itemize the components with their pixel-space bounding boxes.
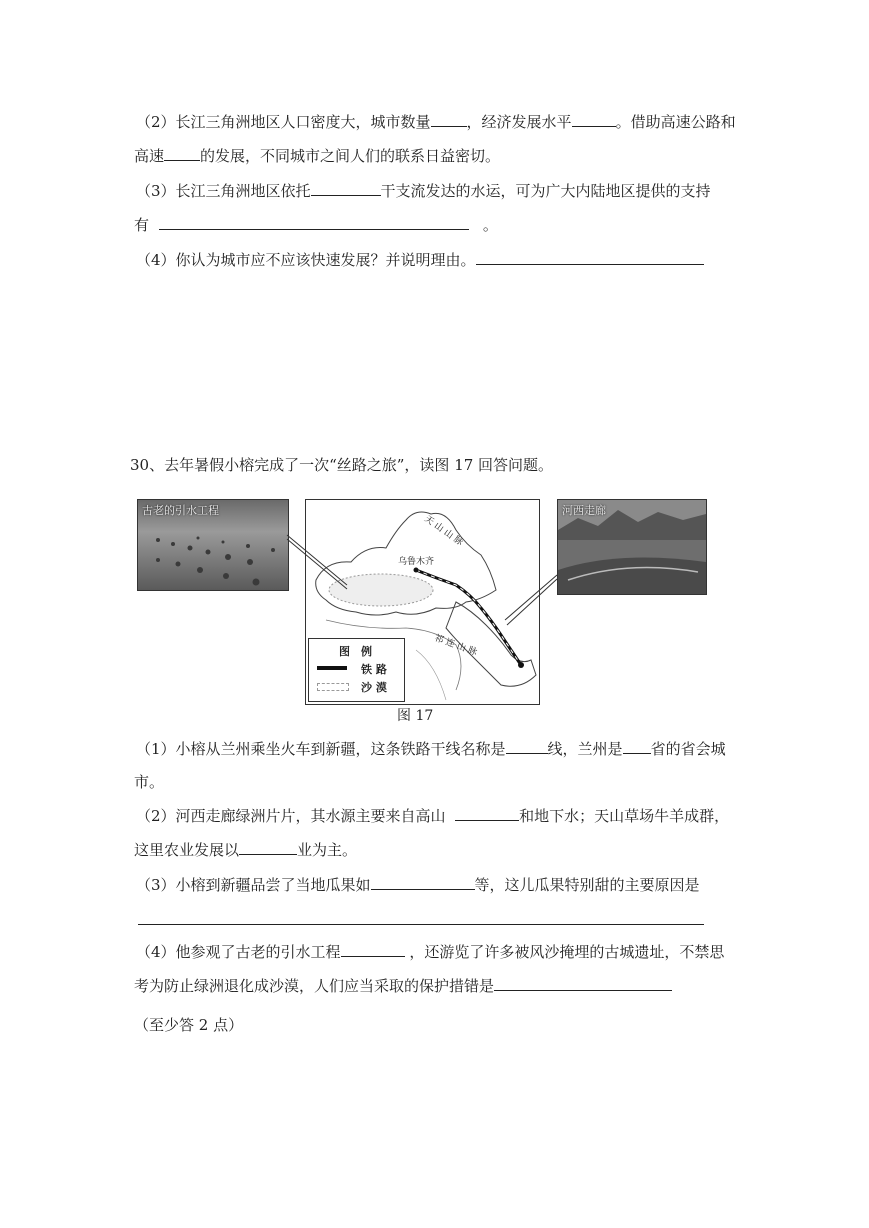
text: （4）他参观了古老的引水工程: [136, 943, 341, 961]
text: 线，兰州是: [547, 740, 623, 758]
text: ，经济发展水平: [466, 113, 572, 131]
answer-blank[interactable]: [572, 112, 616, 127]
answer-blank[interactable]: [239, 840, 297, 855]
q30-title: 30、去年暑假小榕完成了一次“丝路之旅”，读图 17 回答问题。: [130, 456, 554, 474]
q30-part4-note: （至少答 2 点）: [134, 1016, 244, 1034]
q30-part1-line1: [136, 739, 726, 759]
text: 高速: [134, 147, 165, 165]
answer-blank[interactable]: [494, 976, 672, 991]
q29-part4: [136, 250, 704, 270]
text: 等，这儿瓜果特别甜的主要原因是: [474, 876, 700, 894]
text: 。借助高速公路和: [615, 113, 736, 131]
q30-part3-line1: [136, 875, 700, 895]
legend-desert-label: 沙 漠: [361, 681, 387, 694]
left-photo-label: 古老的引水工程: [142, 504, 219, 517]
text: （2）长江三角洲地区人口密度大，城市数量: [136, 113, 431, 131]
legend-desert-symbol: [317, 683, 349, 691]
answer-blank[interactable]: [455, 806, 519, 821]
q29-part3-line2: [134, 215, 498, 235]
q29-part3-line1: [136, 181, 711, 201]
text: 考为防止绿洲退化成沙漠，人们应当采取的保护措错是: [134, 977, 495, 995]
text: ，还游览了许多被风沙掩埋的古城遗址，不禁思: [409, 943, 725, 961]
answer-blank-long[interactable]: [138, 910, 704, 925]
answer-blank[interactable]: [311, 181, 381, 196]
right-photo-label: 河西走廊: [562, 504, 606, 517]
answer-blank[interactable]: [164, 146, 200, 161]
text: 有: [134, 216, 150, 234]
text: （1）小榕从兰州乘坐火车到新疆，这条铁路干线名称是: [136, 740, 506, 758]
text: 和地下水；天山草场牛羊成群，: [519, 807, 730, 825]
q30-part4-line2: [134, 976, 672, 996]
legend-rail-symbol: [317, 666, 347, 670]
text: 这里农业发展以: [134, 841, 240, 859]
answer-blank[interactable]: [476, 250, 704, 265]
legend-rail-label: 铁 路: [361, 663, 387, 676]
text: （4）你认为城市应不应该快速发展？并说明理由。: [136, 251, 476, 269]
silk-road-map: [305, 499, 540, 705]
map-mountain-north-label: 天 山 山 脉: [422, 514, 465, 549]
text: 的发展，不同城市之间人们的联系日益密切。: [200, 147, 501, 165]
text: 业为主。: [297, 841, 358, 859]
q30-part4-line1: [136, 942, 724, 962]
q30-part2-line2: [134, 840, 357, 860]
answer-blank[interactable]: [623, 739, 651, 754]
answer-blank[interactable]: [506, 739, 548, 754]
hexi-corridor-photo: [557, 499, 707, 595]
map-city-label: 乌鲁木齐: [398, 557, 435, 567]
q30-part1-line2: 市。: [134, 773, 165, 791]
figure-caption: 图 17: [397, 708, 434, 724]
map-mountain-south-label: 祁 连 山 脉: [432, 633, 479, 659]
text: （2）河西走廊绿洲片片，其水源主要来自高山: [136, 807, 446, 825]
answer-blank[interactable]: [341, 942, 405, 957]
text: 干支流发达的水运，可为广大内陆地区提供的支持: [380, 182, 711, 200]
map-legend: [308, 638, 405, 702]
text: 。: [482, 216, 498, 234]
answer-blank[interactable]: [431, 112, 467, 127]
q30-part2-line1: [136, 806, 729, 826]
text: 省的省会城: [650, 740, 726, 758]
answer-blank[interactable]: [159, 215, 469, 230]
q29-part2-line1: [136, 112, 736, 132]
text: （3）长江三角洲地区依托: [136, 182, 311, 200]
figure-17: [135, 495, 735, 725]
legend-title: 图 例: [339, 645, 372, 658]
answer-blank[interactable]: [371, 875, 475, 890]
text: （3）小榕到新疆品尝了当地瓜果如: [136, 876, 371, 894]
q29-part2-line2: [134, 146, 500, 166]
ancient-water-project-photo: [137, 499, 289, 591]
